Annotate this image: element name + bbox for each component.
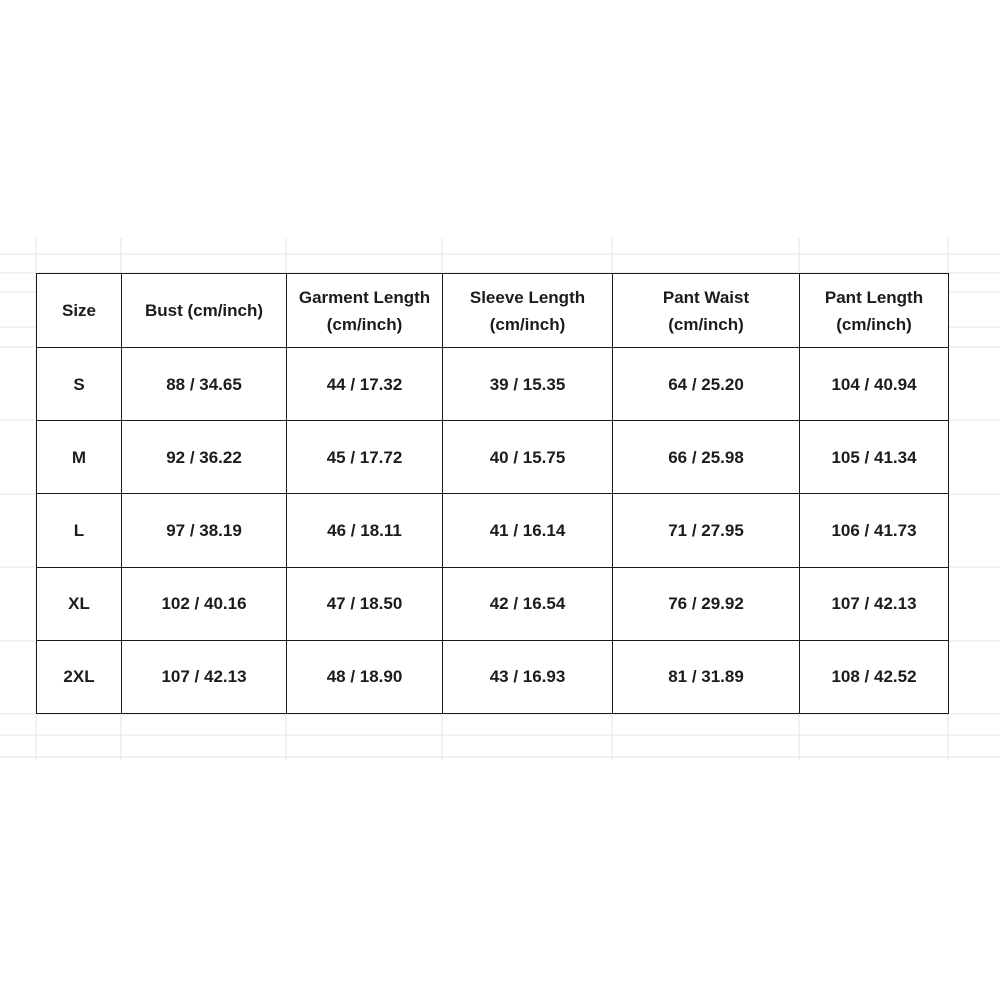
header-label: Size <box>61 301 97 321</box>
sleeve-length-cell: 41 / 16.14 <box>443 494 613 567</box>
header-label: Garment Length <box>298 287 431 307</box>
size-cell: 2XL <box>37 640 122 713</box>
header-label: Bust (cm/inch) <box>144 301 264 321</box>
bust-cell: 107 / 42.13 <box>122 640 287 713</box>
header-row <box>37 274 949 348</box>
bust-cell: 102 / 40.16 <box>122 567 287 640</box>
bust-cell: 92 / 36.22 <box>122 421 287 494</box>
bust-cell: 88 / 34.65 <box>122 348 287 421</box>
table-row <box>37 640 949 713</box>
header-cell-pant-length <box>800 274 949 348</box>
bust-cell: 97 / 38.19 <box>122 494 287 567</box>
table-row <box>37 421 949 494</box>
header-label: Pant Length <box>824 287 924 307</box>
table-row <box>37 494 949 567</box>
header-unit: (cm/inch) <box>326 314 403 334</box>
pant-length-cell: 104 / 40.94 <box>800 348 949 421</box>
pant-length-cell: 108 / 42.52 <box>800 640 949 713</box>
header-label: Pant Waist <box>662 287 750 307</box>
sleeve-length-cell: 39 / 15.35 <box>443 348 613 421</box>
header-unit: (cm/inch) <box>836 314 912 334</box>
pant-waist-cell: 76 / 29.92 <box>613 567 800 640</box>
header-cell-size <box>37 274 122 348</box>
header-label: Sleeve Length <box>469 287 586 307</box>
header-cell-pant-waist <box>613 274 800 348</box>
header-unit: (cm/inch) <box>489 314 566 334</box>
sleeve-length-cell: 40 / 15.75 <box>443 421 613 494</box>
size-chart-table <box>36 273 949 714</box>
pant-waist-cell: 71 / 27.95 <box>613 494 800 567</box>
header-unit: (cm/inch) <box>668 314 744 334</box>
header-cell-sleeve-length <box>443 274 613 348</box>
table-row <box>37 567 949 640</box>
sleeve-length-cell: 43 / 16.93 <box>443 640 613 713</box>
table-row <box>37 348 949 421</box>
pant-length-cell: 106 / 41.73 <box>800 494 949 567</box>
pant-waist-cell: 81 / 31.89 <box>613 640 800 713</box>
size-cell: M <box>37 421 122 494</box>
pant-waist-cell: 66 / 25.98 <box>613 421 800 494</box>
size-cell: S <box>37 348 122 421</box>
pant-length-cell: 105 / 41.34 <box>800 421 949 494</box>
header-cell-bust <box>122 274 287 348</box>
garment-length-cell: 48 / 18.90 <box>287 640 443 713</box>
size-cell: XL <box>37 567 122 640</box>
pant-waist-cell: 64 / 25.20 <box>613 348 800 421</box>
garment-length-cell: 47 / 18.50 <box>287 567 443 640</box>
size-cell: L <box>37 494 122 567</box>
pant-length-cell: 107 / 42.13 <box>800 567 949 640</box>
garment-length-cell: 44 / 17.32 <box>287 348 443 421</box>
garment-length-cell: 45 / 17.72 <box>287 421 443 494</box>
sleeve-length-cell: 42 / 16.54 <box>443 567 613 640</box>
header-cell-garment-length <box>287 274 443 348</box>
garment-length-cell: 46 / 18.11 <box>287 494 443 567</box>
